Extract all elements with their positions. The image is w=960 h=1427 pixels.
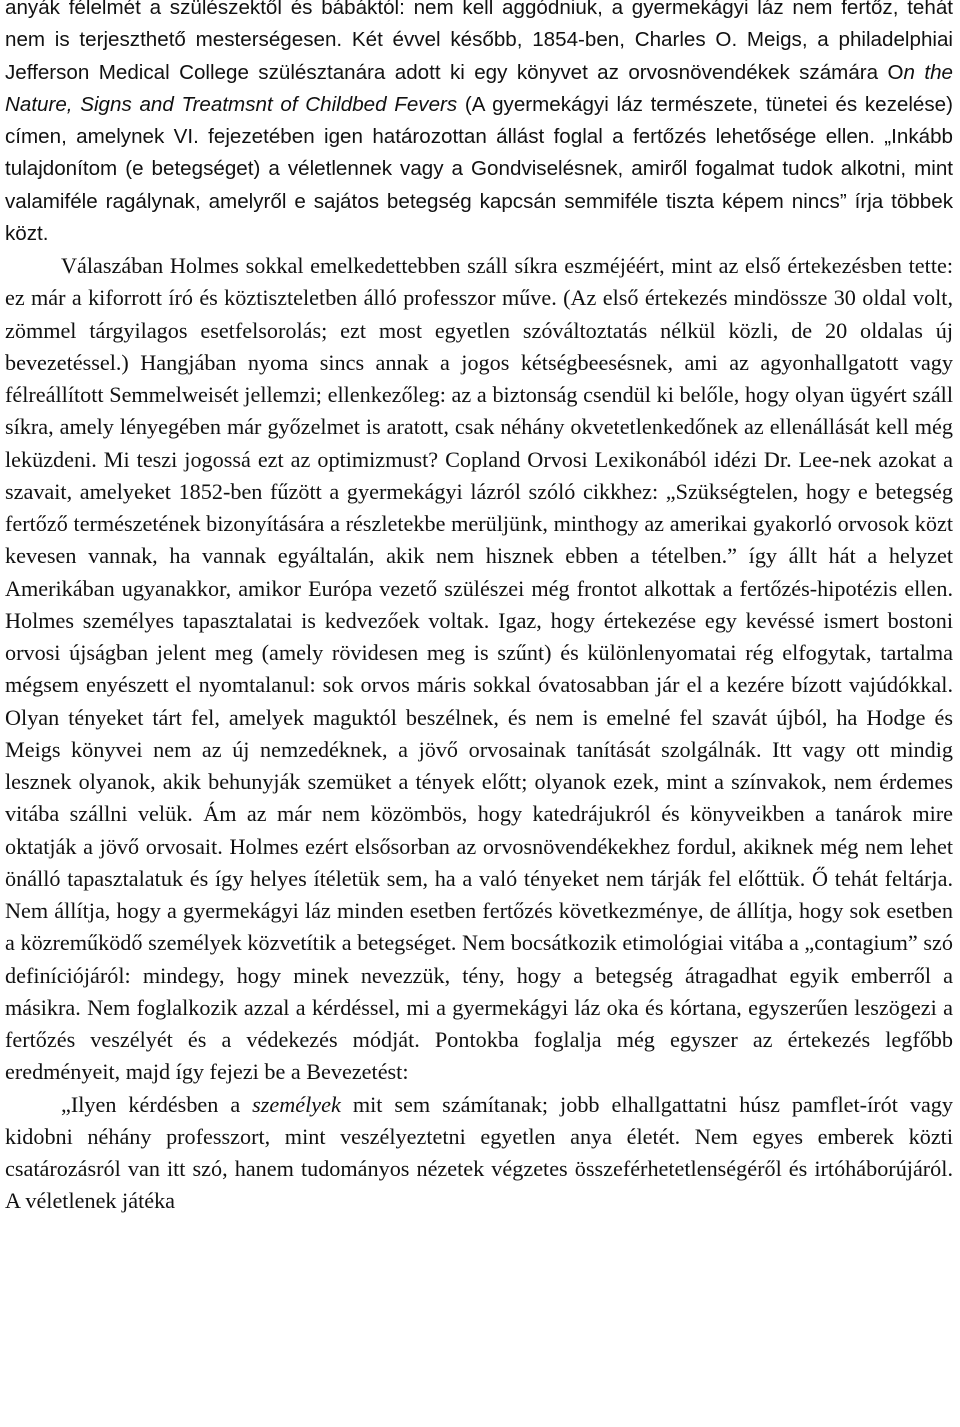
book-title: n the Nature, Signs and Treatmsnt of Childbed Fevers [5,60,954,116]
paragraph-1-text-a: anyák félelmét a szülészektől és bábáktól: nem kell aggódniuk, a gyermekágyi láz nem fertőz, tehát nem is terjeszthető mesterségesen. Két évvel később, 1854-ben, Charles O. Meigs, a philadelphiai Jefferson Medical College szülésztanára adott ki egy könyvet az orvosnövendékek számára O [5,0,953,84]
paragraph-3-text-a: „Ilyen kérdésben a [61,1091,253,1117]
paragraph-1 [5,0,953,250]
paragraph-1-text-b: (A gyermekágyi láz természete, tünetei és kezelése) címen, amelynek VI. fejezetében igen határozottan állást foglal a fertőzés lehetősége ellen. „Inkább tulajdonítom (e betegséget) a véletlennek vagy a Gondviselésnek, amiről fogalmat tudok alkotni, mint valamiféle ragálynak, amelyről e sajátos betegség kapcsán semmiféle tiszta képem nincs” írja többek közt. [5,92,953,245]
paragraph-3 [5,1089,953,1218]
document-page [5,0,953,1218]
italic-word: személyek [252,1091,341,1117]
paragraph-3-text-b: mit sem számítanak; jobb elhallgattatni húsz pamflet-írót vagy kidobni néhány professzort, mint veszélyeztetni egyetlen anya életét. Nem egyes emberek közti csatározásról van itt szó, hanem tudományos nézetek végzetes összeférhetetlenségéről és irtóháborújáról. A véletlenek játéka [5,1091,953,1214]
paragraph-2: Válaszában Holmes sokkal emelkedettebben száll síkra eszméjéért, mint az első értekezésben tette: ez már a kiforrott író és köztiszteletben álló professzor műve. (Az első értekezés mindössze 30 oldal volt, zömmel tárgyilagos esetfelsorolás; ezt most egyetlen szóváltoztatás nélkül közli, de 20 oldalas új bevezetéssel.) Hangjában nyoma sincs annak a jogos kétségbeesésnek, ami az agyonhallgatott vagy félreállított Semmelweisét jellemzi; ellenkezőleg: az a biztonság csendül ki belőle, hogy olyan ügyért száll síkra, amely lényegében már győzelmet is aratott, csak néhány okvetetlenkedőnek az ellenállását kell még leküzdeni. Mi teszi jogossá ezt az optimizmust? Copland Orvosi Lexikonából idézi Dr. Lee-nek azokat a szavait, amelyeket 1852-ben fűzött a gyermekágyi lázról szóló cikkhez: „Szükségtelen, hogy e betegség fertőző természetének bizonyítására a részletekbe merüljünk, minthogy az amerikai gyakorló orvosok közt kevesen vannak, ha vannak egyáltalán, akik nem hisznek ebben a tételben.” így állt hát a helyzet Amerikában ugyanakkor, amikor Európa vezető szülészei még frontot alkottak a fertőzés-hipotézis ellen. Holmes személyes tapasztalatai is kedvezőek voltak. Igaz, hogy értekezése egy kevéssé ismert bostoni orvosi újságban jelent meg (amely rövidesen meg is szűnt) és különlenyomatai rég elfogytak, tartalma mégsem enyészett el nyomtalanul: sok orvos máris sokkal óvatosabban jár el a kezére bízott vajúdókkal. Olyan tényeket tárt fel, amelyek maguktól beszélnek, és nem is emelné fel szavát újból, ha Hodge és Meigs könyvei nem az új nemzedéknek, a jövő orvosainak tanítását szolgálnák. Itt vagy ott mindig lesznek olyanok, akik behunyják szemüket a tények előtt; olyanok ezek, mint a színvakok, nem érdemes vitába szállni velük. Ám az már nem közömbös, hogy katedrájukról és könyveikben a tanárok mire oktatják a jövő orvosait. Holmes ezért elsősorban az orvosnövendékekhez fordul, akiknek még nem lehet önálló tapasztalatuk és így helyes ítéletük sem, ha a való tényeket nem tárják fel előttük. Ő tehát feltárja. Nem állítja, hogy a gyermekágyi láz minden esetben fertőzés következménye, de állítja, hogy sok esetben a közreműködő személyek közvetítik a betegséget. Nem bocsátkozik etimológiai vitába a „contagium” szó definíciójáról: mindegy, hogy minek nevezzük, tény, hogy a betegség átragadhat egyik emberről a másikra. Nem foglalkozik azzal a kérdéssel, mi a gyermekágyi láz oka és kórtana, egyszerűen leszögezi a fertőzés veszélyét és a védekezés módját. Pontokba foglalja még egyszer az értekezés legfőbb eredményeit, majd így fejezi be a Bevezetést: [5,253,953,1085]
